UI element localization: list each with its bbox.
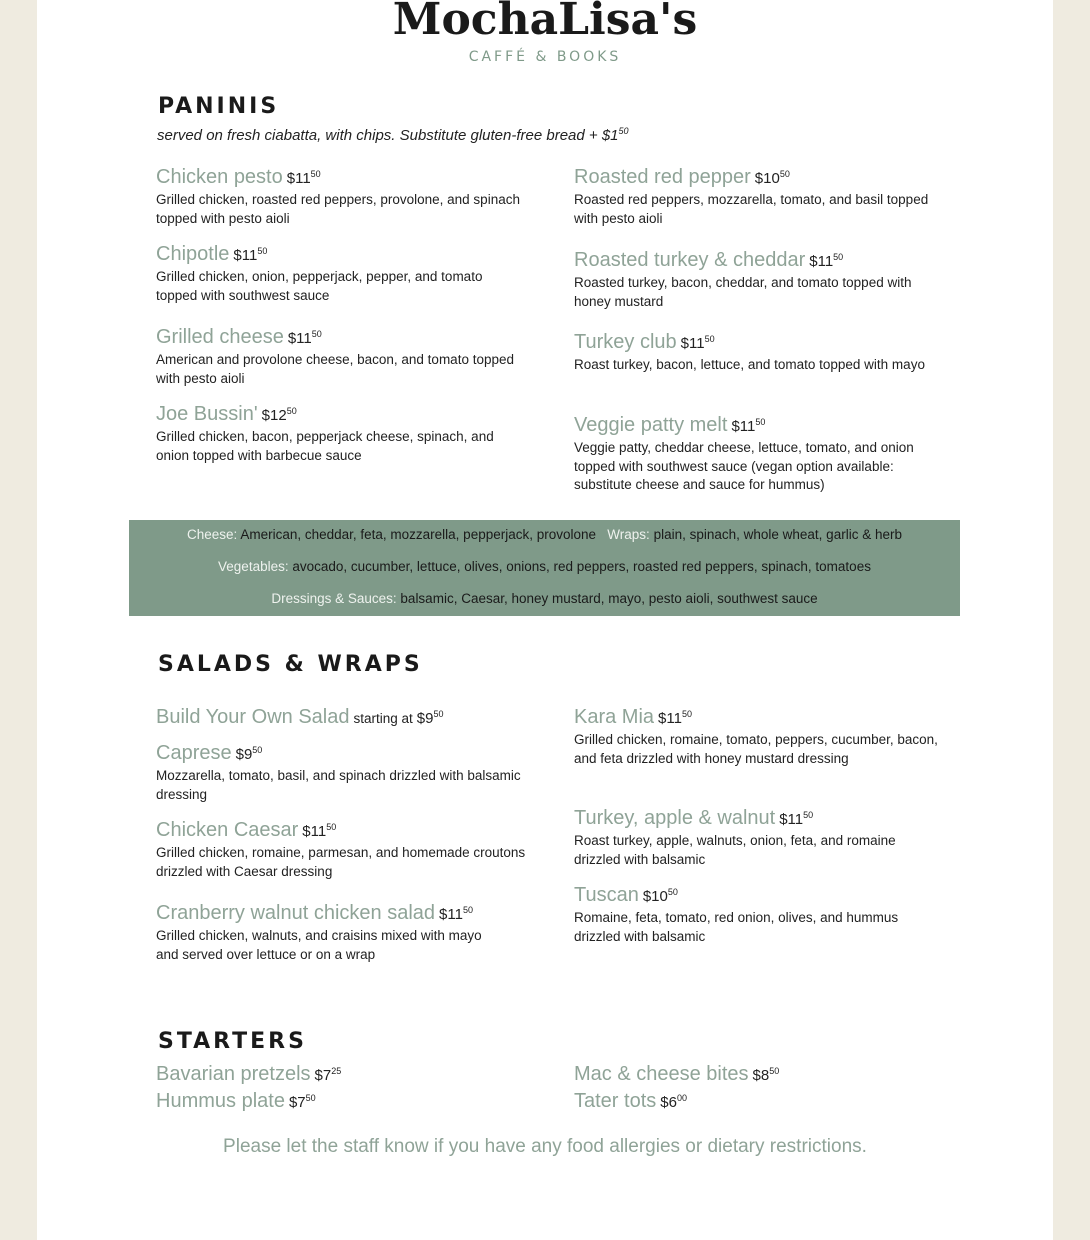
- price-cents: 25: [331, 1066, 342, 1076]
- price-dollars: $9: [416, 710, 434, 727]
- menu-item-name: Turkey club: [574, 331, 677, 353]
- menu-item: [574, 162, 934, 228]
- paninis-subtitle: [157, 126, 629, 144]
- menu-item-title: [156, 239, 526, 268]
- price-dollars: $9: [235, 746, 253, 763]
- menu-item-price: [287, 170, 321, 187]
- menu-item-name: Kara Mia: [574, 706, 655, 728]
- menu-item-price: [236, 746, 263, 763]
- brand-tagline: CAFFÉ & BOOKS: [468, 49, 622, 65]
- starter-item: [156, 1059, 341, 1088]
- vegetables-options: avocado, cucumber, lettuce, olives, onions, red peppers, roasted red peppers, spinach, tomatoes: [292, 559, 871, 574]
- price-cents: 00: [676, 1093, 687, 1103]
- menu-item-price: [658, 710, 692, 727]
- menu-item-description: Roasted turkey, bacon, cheddar, and tomato topped with honey mustard: [574, 275, 912, 309]
- menu-item-name: Roasted turkey & cheddar: [574, 249, 806, 271]
- menu-item-title: [574, 245, 934, 274]
- menu-item-price: [302, 823, 336, 840]
- menu-item-description: Romaine, feta, tomato, red onion, olives, and hummus drizzled with balsamic: [574, 910, 899, 944]
- menu-item-name: Grilled cheese: [156, 326, 284, 348]
- price-dollars: $10: [642, 888, 668, 905]
- price-cents: 50: [779, 169, 790, 179]
- menu-item-title: [574, 702, 939, 731]
- menu-item: [156, 322, 526, 388]
- price-dollars: $11: [731, 418, 756, 435]
- starter-item: [574, 1059, 779, 1088]
- price-cents: 50: [326, 822, 337, 832]
- price-dollars: $11: [779, 811, 804, 828]
- price-dollars: $7: [288, 1094, 306, 1111]
- starter-price: [660, 1094, 687, 1111]
- menu-item-title: [574, 880, 904, 909]
- menu-item-title: [574, 803, 904, 832]
- menu-item-title: [156, 399, 526, 428]
- price-dollars: $11: [439, 906, 463, 923]
- cheese-options: American, cheddar, feta, mozzarella, pepperjack, provolone: [240, 527, 597, 542]
- menu-item-name: Tuscan: [574, 884, 639, 906]
- cheese-label: Cheese:: [187, 527, 238, 542]
- price-cents: 50: [433, 709, 444, 719]
- price-dollars: $7: [314, 1067, 332, 1084]
- price-dollars: $8: [752, 1067, 770, 1084]
- starter-item: [156, 1086, 316, 1115]
- menu-item-description: Mozzarella, tomato, basil, and spinach drizzled with balsamic dressing: [156, 768, 521, 802]
- menu-item: [156, 815, 526, 881]
- menu-item-price: [643, 888, 678, 905]
- price-cents: 50: [286, 406, 297, 416]
- menu-item-name: Chipotle: [156, 243, 230, 265]
- menu-item: [156, 399, 526, 465]
- menu-item: [156, 898, 536, 964]
- wraps-label: Wraps:: [607, 527, 650, 542]
- menu-item-description: Grilled chicken, onion, pepperjack, pepper, and tomato topped with southwest sauce: [156, 269, 483, 303]
- menu-item-title: [156, 738, 526, 767]
- menu-item-note: starting at: [353, 711, 413, 726]
- menu-item: [574, 803, 904, 869]
- price-dollars: $10: [754, 170, 780, 187]
- menu-item-description: Grilled chicken, walnuts, and craisins mixed with mayo and served over lettuce or on a wrap: [156, 928, 482, 962]
- starter-name: Mac & cheese bites: [574, 1063, 749, 1085]
- menu-item-title: [156, 702, 526, 731]
- menu-item-price: [809, 253, 843, 270]
- menu-item-description: Veggie patty, cheddar cheese, lettuce, tomato, and onion topped with southwest sauce (vegan option available: substitute cheese and sauce for hummus): [574, 440, 914, 492]
- menu-item-description: Grilled chicken, romaine, tomato, peppers, cucumber, bacon, and feta drizzled with honey mustard dressing: [574, 732, 938, 766]
- menu-item: [574, 702, 939, 768]
- menu-item: [574, 245, 934, 311]
- price-cents: 50: [833, 252, 844, 262]
- menu-item: [574, 410, 934, 495]
- options-band: [129, 520, 960, 616]
- menu-item-name: Roasted red pepper: [574, 166, 751, 188]
- menu-item: [574, 880, 904, 946]
- menu-item-description: Roast turkey, bacon, lettuce, and tomato topped with mayo: [574, 357, 925, 372]
- menu-item-description: Roast turkey, apple, walnuts, onion, feta, and romaine drizzled with balsamic: [574, 833, 896, 867]
- paninis-subtitle-cents: 50: [618, 126, 629, 136]
- menu-item-name: Chicken pesto: [156, 166, 283, 188]
- menu-item-name: Turkey, apple & walnut: [574, 807, 776, 829]
- menu-item-name: Cranberry walnut chicken salad: [156, 902, 436, 924]
- menu-item-title: [574, 327, 934, 356]
- menu-item-price: [233, 247, 267, 264]
- menu-item-title: [156, 898, 536, 927]
- price-cents: 50: [667, 887, 678, 897]
- menu-item-title: [156, 815, 526, 844]
- paninis-heading: PANINIS: [158, 94, 280, 119]
- menu-item-description: Grilled chicken, roasted red peppers, provolone, and spinach topped with pesto aioli: [156, 192, 520, 226]
- menu-item-title: [156, 162, 526, 191]
- menu-item-name: Veggie patty melt: [574, 414, 728, 436]
- starter-name: Hummus plate: [156, 1090, 285, 1112]
- price-dollars: $11: [809, 253, 834, 270]
- menu-item-price: [681, 335, 715, 352]
- menu-item: [156, 239, 526, 305]
- menu-item-price: [262, 407, 297, 424]
- starters-heading: STARTERS: [158, 1029, 307, 1054]
- menu-item-price: [779, 811, 813, 828]
- menu-item-price: [439, 906, 473, 923]
- salads-heading: SALADS & WRAPS: [158, 652, 423, 677]
- menu-item-name: Caprese: [156, 742, 232, 764]
- menu-item-price: [755, 170, 790, 187]
- menu-item-description: Grilled chicken, bacon, pepperjack cheese, spinach, and onion topped with barbecue sauce: [156, 429, 494, 463]
- menu-item: [156, 702, 526, 731]
- menu-item-title: [574, 162, 934, 191]
- price-dollars: $11: [680, 335, 705, 352]
- price-dollars: $11: [286, 170, 311, 187]
- paninis-subtitle-text: served on fresh ciabatta, with chips. Substitute gluten-free bread + $1: [157, 127, 619, 144]
- price-dollars: $11: [302, 823, 327, 840]
- price-dollars: $11: [658, 710, 682, 727]
- price-dollars: $6: [660, 1094, 677, 1111]
- price-dollars: $12: [261, 407, 287, 424]
- price-dollars: $11: [233, 247, 258, 264]
- price-dollars: $11: [287, 330, 312, 347]
- options-dressings: [129, 591, 960, 606]
- dressings-label: Dressings & Sauces:: [271, 591, 397, 606]
- menu-item: [156, 738, 526, 804]
- vegetables-label: Vegetables:: [218, 559, 289, 574]
- starter-price: [289, 1094, 316, 1111]
- price-cents: 50: [803, 810, 814, 820]
- menu-item-name: Build Your Own Salad: [156, 706, 350, 728]
- price-cents: 50: [462, 905, 473, 915]
- price-cents: 50: [311, 329, 322, 339]
- price-cents: 50: [310, 169, 321, 179]
- price-cents: 50: [305, 1093, 316, 1103]
- menu-item: [574, 327, 934, 375]
- menu-item-title: [574, 410, 934, 439]
- menu-item-description: American and provolone cheese, bacon, and tomato topped with pesto aioli: [156, 352, 514, 386]
- options-vegetables: [129, 559, 960, 574]
- price-cents: 50: [252, 745, 263, 755]
- menu-item-name: Chicken Caesar: [156, 819, 299, 841]
- wraps-options: plain, spinach, whole wheat, garlic & herb: [653, 527, 902, 542]
- menu-item-price: [731, 418, 765, 435]
- allergy-note: Please let the staff know if you have any food allergies or dietary restrictions.: [223, 1136, 867, 1157]
- menu-item-name: Joe Bussin': [156, 403, 258, 425]
- starter-price: [315, 1067, 342, 1084]
- menu-item-price: [417, 710, 444, 727]
- menu-item-price: [288, 330, 322, 347]
- starter-name: Tater tots: [574, 1090, 657, 1112]
- price-cents: 50: [681, 709, 692, 719]
- menu-item-title: [156, 322, 526, 351]
- price-cents: 50: [257, 246, 268, 256]
- price-cents: 50: [755, 417, 766, 427]
- price-cents: 50: [769, 1066, 780, 1076]
- dressings-options: balsamic, Caesar, honey mustard, mayo, pesto aioli, southwest sauce: [400, 591, 818, 606]
- menu-item: [156, 162, 526, 228]
- starter-item: [574, 1086, 687, 1115]
- brand-logo: MochaLisa's: [392, 0, 698, 45]
- options-cheese-wraps: [129, 527, 960, 542]
- menu-item-description: Roasted red peppers, mozzarella, tomato, and basil topped with pesto aioli: [574, 192, 929, 226]
- starter-price: [753, 1067, 780, 1084]
- starter-name: Bavarian pretzels: [156, 1063, 311, 1085]
- menu-item-description: Grilled chicken, romaine, parmesan, and homemade croutons drizzled with Caesar dressing: [156, 845, 526, 879]
- price-cents: 50: [704, 334, 715, 344]
